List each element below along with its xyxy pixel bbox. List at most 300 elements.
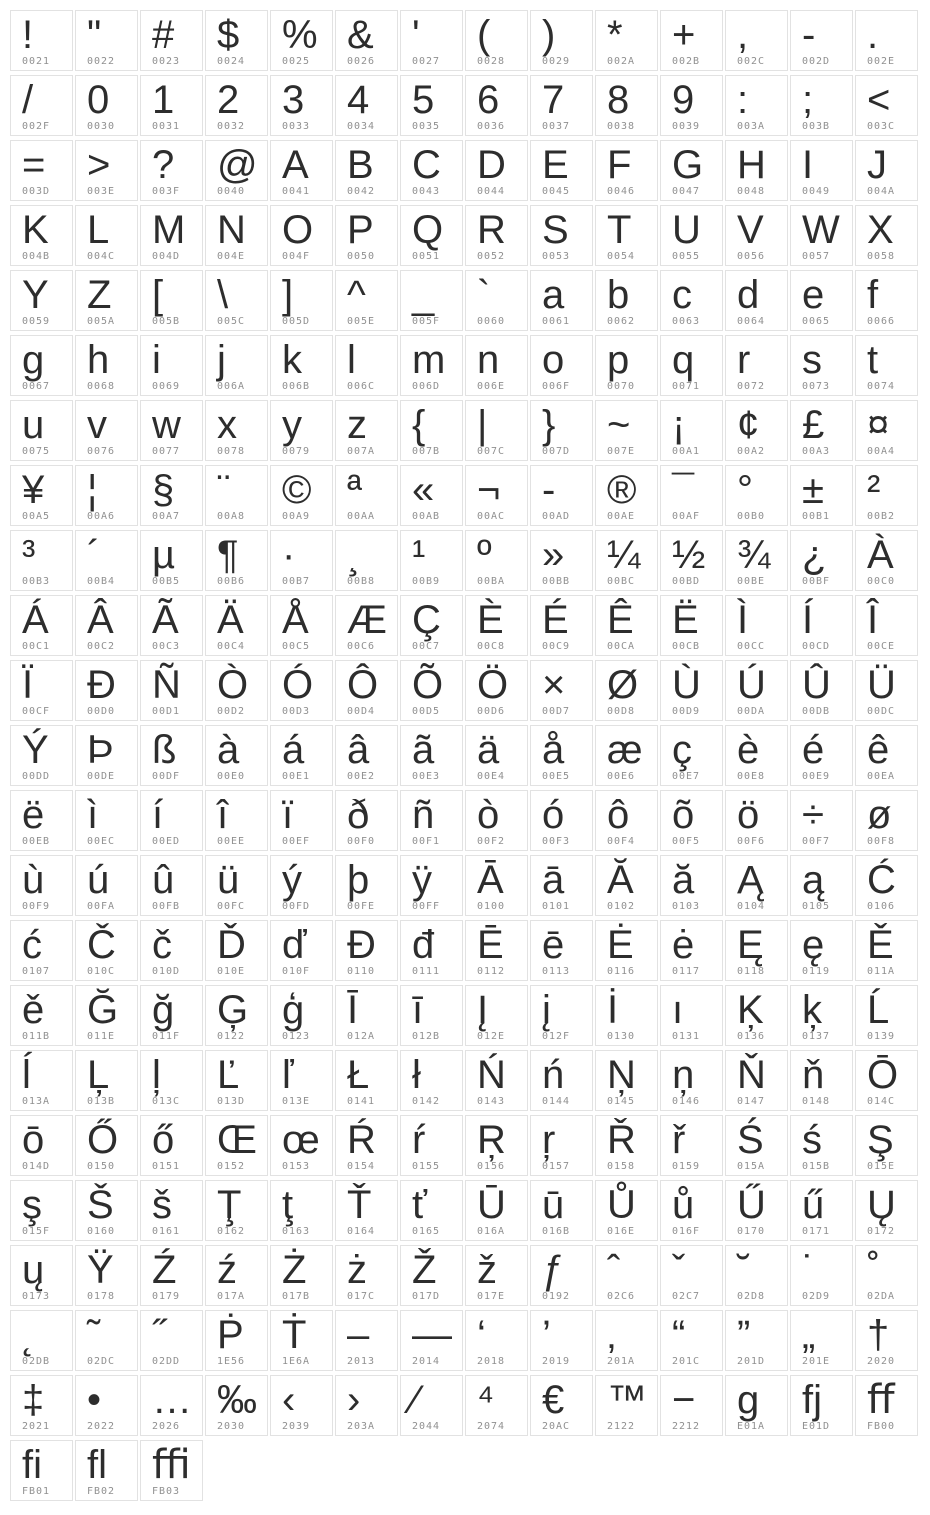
glyph-character: ß [152,728,177,772]
glyph-character: . [867,13,879,57]
glyph-unicode-code: 002B [672,56,701,67]
glyph-character: ā [542,858,565,902]
glyph-character: g [737,1378,760,1422]
glyph-character: - [542,468,556,512]
glyph-character: ş [22,1183,42,1227]
glyph-unicode-code: 0037 [542,121,571,132]
glyph-character: Ş [867,1118,894,1162]
glyph-character: ķ [802,988,822,1032]
glyph-unicode-code: 00BE [737,576,766,587]
glyph-unicode-code: 2020 [867,1356,896,1367]
glyph-unicode-code: 00DB [802,706,831,717]
glyph-unicode-code: FB03 [152,1486,181,1497]
glyph-character: ť [412,1183,427,1227]
glyph-character: é [802,728,825,772]
glyph-cell [335,140,398,201]
glyph-character: ă [672,858,695,902]
glyph-cell [205,140,268,201]
glyph-cell [465,530,528,591]
glyph-character: a [542,273,565,317]
glyph-unicode-code: 00C3 [152,641,181,652]
glyph-character: ý [282,858,302,902]
glyph-character: Ł [347,1053,370,1097]
glyph-unicode-code: 0074 [867,381,896,392]
glyph-unicode-code: 004C [87,251,116,262]
glyph-character: ' [412,13,420,57]
glyph-character: > [87,143,111,187]
glyph-character: ï [282,793,294,837]
glyph-unicode-code: 00FA [87,901,116,912]
glyph-character: Ï [22,663,34,707]
glyph-character: ° [737,468,753,512]
glyph-character: t [867,338,879,382]
glyph-unicode-code: 0155 [412,1161,441,1172]
glyph-character: Ô [347,663,379,707]
glyph-cell [75,920,138,981]
glyph-cell [595,140,658,201]
glyph-character: É [542,598,569,642]
glyph-cell [725,920,788,981]
glyph-character: ç [672,728,692,772]
glyph-character: · [282,533,296,577]
glyph-cell [790,205,853,266]
glyph-cell [335,335,398,396]
glyph-unicode-code: 00B1 [802,511,831,522]
glyph-cell [660,270,723,331]
glyph-unicode-code: 00A6 [87,511,116,522]
glyph-character: ž [477,1248,497,1292]
glyph-unicode-code: 017E [477,1291,506,1302]
glyph-cell [465,400,528,461]
glyph-unicode-code: 02DD [152,1356,181,1367]
glyph-unicode-code: 004E [217,251,246,262]
glyph-unicode-code: 00EA [867,771,896,782]
glyph-character: ē [542,923,565,967]
glyph-character: i [152,338,161,382]
glyph-cell [660,1245,723,1306]
glyph-unicode-code: 00AC [477,511,506,522]
glyph-cell [400,855,463,916]
glyph-unicode-code: 0054 [607,251,636,262]
glyph-cell [465,1245,528,1306]
glyph-cell [530,1310,593,1371]
glyph-cell [335,725,398,786]
glyph-unicode-code: 0046 [607,186,636,197]
glyph-character: å [542,728,565,772]
glyph-character: Ý [22,728,49,772]
glyph-cell [140,270,203,331]
glyph-character: G [672,143,704,187]
glyph-character: Ž [412,1248,437,1292]
glyph-character: 3 [282,78,305,122]
glyph-unicode-code: 00A4 [867,446,896,457]
glyph-character: â [347,728,370,772]
glyph-cell [790,1375,853,1436]
glyph-unicode-code: 00AF [672,511,701,522]
glyph-cell [855,465,918,526]
glyph-character: | [477,403,488,447]
glyph-unicode-code: 0058 [867,251,896,262]
glyph-cell [400,530,463,591]
glyph-cell [660,1180,723,1241]
glyph-unicode-code: 00A2 [737,446,766,457]
glyph-character: o [542,338,565,382]
glyph-cell [335,1180,398,1241]
glyph-unicode-code: FB02 [87,1486,116,1497]
glyph-character: ™ [607,1378,647,1422]
glyph-unicode-code: 0144 [542,1096,571,1107]
glyph-character: š [152,1183,172,1227]
glyph-unicode-code: 0150 [87,1161,116,1172]
glyph-unicode-code: 0063 [672,316,701,327]
glyph-character: ñ [412,793,435,837]
glyph-unicode-code: 0041 [282,186,311,197]
glyph-character: ü [217,858,240,902]
glyph-character: 8 [607,78,630,122]
glyph-cell [725,270,788,331]
glyph-cell [465,595,528,656]
glyph-cell [530,1245,593,1306]
glyph-cell [75,205,138,266]
glyph-cell [10,855,73,916]
glyph-character: ‡ [22,1378,45,1422]
glyph-unicode-code: 0146 [672,1096,701,1107]
glyph-unicode-code: 0027 [412,56,441,67]
glyph-cell [75,790,138,851]
glyph-cell [140,920,203,981]
glyph-cell [465,10,528,71]
glyph-cell [10,1050,73,1111]
glyph-character: Ė [607,923,634,967]
glyph-unicode-code: 02DA [867,1291,896,1302]
glyph-character: ı [672,988,684,1032]
glyph-unicode-code: 0101 [542,901,571,912]
glyph-cell [10,205,73,266]
glyph-cell [75,465,138,526]
glyph-character: ů [672,1183,695,1227]
glyph-unicode-code: 00EE [217,836,246,847]
glyph-unicode-code: 0142 [412,1096,441,1107]
glyph-character: Ṗ [217,1313,244,1357]
glyph-character: T [607,208,632,252]
glyph-cell [790,725,853,786]
glyph-unicode-code: 0139 [867,1031,896,1042]
glyph-unicode-code: 007B [412,446,441,457]
glyph-cell [530,1375,593,1436]
glyph-character: č [152,923,172,967]
glyph-character: º [477,533,492,577]
glyph-cell [465,855,528,916]
glyph-unicode-code: 0161 [152,1226,181,1237]
glyph-character: ą [802,858,825,902]
glyph-cell [140,1310,203,1371]
glyph-unicode-code: 0076 [87,446,116,457]
glyph-cell [75,1310,138,1371]
glyph-unicode-code: 0056 [737,251,766,262]
glyph-cell [270,920,333,981]
glyph-character: Č [87,923,116,967]
glyph-cell [10,465,73,526]
glyph-character: ļ [152,1053,161,1097]
glyph-cell [140,400,203,461]
glyph-character: Đ [347,923,376,967]
glyph-cell [400,75,463,136]
glyph-character: ľ [282,1053,294,1097]
glyph-character: ˝ [152,1313,166,1357]
glyph-character: x [217,403,237,447]
glyph-character: B [347,143,374,187]
glyph-cell [790,920,853,981]
glyph-cell [790,400,853,461]
glyph-cell [725,205,788,266]
glyph-unicode-code: 003F [152,186,181,197]
glyph-cell [660,75,723,136]
glyph-cell [855,140,918,201]
glyph-character: Ď [217,923,246,967]
glyph-unicode-code: 002A [607,56,636,67]
glyph-cell [530,595,593,656]
glyph-cell [140,1180,203,1241]
glyph-cell [205,1245,268,1306]
glyph-character: Ķ [737,988,764,1032]
glyph-unicode-code: 0055 [672,251,701,262]
glyph-character: Ñ [152,663,181,707]
glyph-unicode-code: 0068 [87,381,116,392]
glyph-unicode-code: 011F [152,1031,181,1042]
glyph-character: { [412,403,426,447]
glyph-character: ø [867,793,892,837]
glyph-unicode-code: FB00 [867,1421,896,1432]
glyph-cell [790,790,853,851]
glyph-unicode-code: 0069 [152,381,181,392]
glyph-cell [725,75,788,136]
glyph-cell [10,920,73,981]
glyph-unicode-code: 00DA [737,706,766,717]
glyph-cell [530,270,593,331]
glyph-character: q [672,338,695,382]
glyph-cell [75,660,138,721]
glyph-cell [205,790,268,851]
glyph-unicode-code: 0032 [217,121,246,132]
glyph-character: ¨ [217,468,231,512]
glyph-character: N [217,208,246,252]
glyph-cell [725,335,788,396]
glyph-character: Ă [607,858,634,902]
glyph-character: Ř [607,1118,636,1162]
glyph-character: R [477,208,506,252]
glyph-character: ł [412,1053,421,1097]
glyph-unicode-code: 2021 [22,1421,51,1432]
glyph-cell [270,595,333,656]
glyph-cell [725,1050,788,1111]
glyph-unicode-code: 0173 [22,1291,51,1302]
glyph-character: ż [347,1248,367,1292]
glyph-unicode-code: 0028 [477,56,506,67]
glyph-unicode-code: 00CF [22,706,51,717]
glyph-unicode-code: 017C [347,1291,376,1302]
glyph-cell [595,1050,658,1111]
glyph-unicode-code: 00DE [87,771,116,782]
glyph-cell [595,920,658,981]
glyph-cell [790,1180,853,1241]
glyph-character: ź [217,1248,237,1292]
glyph-unicode-code: 004A [867,186,896,197]
glyph-cell [400,205,463,266]
glyph-unicode-code: 0061 [542,316,571,327]
glyph-character: Ğ [87,988,119,1032]
glyph-character: ¢ [737,403,760,447]
glyph-cell [75,1375,138,1436]
glyph-cell [140,595,203,656]
glyph-unicode-code: 0072 [737,381,766,392]
glyph-cell [855,725,918,786]
glyph-character: A [282,143,309,187]
glyph-cell [660,335,723,396]
glyph-character: 2 [217,78,240,122]
glyph-unicode-code: 0162 [217,1226,246,1237]
glyph-character: ﬂ [87,1443,107,1487]
glyph-cell [725,465,788,526]
glyph-character: Ź [152,1248,177,1292]
glyph-cell [270,335,333,396]
glyph-unicode-code: 02DB [22,1356,51,1367]
glyph-cell [790,855,853,916]
glyph-unicode-code: 00A9 [282,511,311,522]
glyph-cell [855,1115,918,1176]
glyph-character: È [477,598,504,642]
glyph-cell [660,1115,723,1176]
glyph-unicode-code: 0151 [152,1161,181,1172]
glyph-unicode-code: 203A [347,1421,376,1432]
glyph-unicode-code: 0048 [737,186,766,197]
glyph-unicode-code: 012A [347,1031,376,1042]
glyph-unicode-code: 015B [802,1161,831,1172]
glyph-unicode-code: 0117 [672,966,701,977]
glyph-unicode-code: 2013 [347,1356,376,1367]
glyph-character: Î [867,598,879,642]
glyph-unicode-code: 00CC [737,641,766,652]
glyph-unicode-code: 00E6 [607,771,636,782]
glyph-cell [140,855,203,916]
glyph-character: ¼ [607,533,641,577]
glyph-cell [465,1180,528,1241]
glyph-unicode-code: 004D [152,251,181,262]
glyph-character: ˙ [802,1248,816,1292]
glyph-unicode-code: 00E5 [542,771,571,782]
glyph-unicode-code: 0172 [867,1226,896,1237]
glyph-character: ¯ [672,468,695,512]
glyph-cell [790,1115,853,1176]
glyph-cell [725,985,788,1046]
glyph-unicode-code: 00F1 [412,836,441,847]
glyph-cell [10,10,73,71]
glyph-unicode-code: 005A [87,316,116,327]
glyph-cell [595,10,658,71]
glyph-character: ½ [672,533,706,577]
glyph-unicode-code: 00D5 [412,706,441,717]
glyph-character: ( [477,13,491,57]
glyph-character: Ü [867,663,896,707]
glyph-unicode-code: 00FF [412,901,441,912]
glyph-character: Ṫ [282,1313,307,1357]
glyph-character: í [152,793,164,837]
glyph-cell [595,270,658,331]
glyph-character: U [672,208,701,252]
glyph-character: ì [87,793,99,837]
glyph-character: Ņ [607,1053,636,1097]
glyph-cell [400,270,463,331]
glyph-unicode-code: 0165 [412,1226,441,1237]
glyph-cell [75,400,138,461]
glyph-character: ] [282,273,294,317]
glyph-unicode-code: 0062 [607,316,636,327]
glyph-character: Õ [412,663,444,707]
glyph-cell [530,920,593,981]
glyph-unicode-code: 0118 [737,966,766,977]
glyph-cell [790,985,853,1046]
glyph-cell [400,1310,463,1371]
glyph-cell [465,335,528,396]
glyph-unicode-code: 013E [282,1096,311,1107]
glyph-character: b [607,273,630,317]
glyph-character: I [802,143,814,187]
glyph-cell [270,1115,333,1176]
glyph-character: ¸ [347,533,361,577]
glyph-cell [140,140,203,201]
glyph-unicode-code: 00B4 [87,576,116,587]
glyph-character: ŗ [542,1118,556,1162]
glyph-unicode-code: 201C [672,1356,701,1367]
glyph-unicode-code: 00EB [22,836,51,847]
glyph-unicode-code: 006D [412,381,441,392]
glyph-cell [205,1115,268,1176]
glyph-character: = [22,143,46,187]
glyph-cell [205,335,268,396]
glyph-unicode-code: 2212 [672,1421,701,1432]
glyph-character: Ű [737,1183,766,1227]
glyph-cell [595,725,658,786]
glyph-character: è [737,728,760,772]
glyph-cell [75,1440,138,1501]
glyph-unicode-code: 010C [87,966,116,977]
glyph-unicode-code: 00FD [282,901,311,912]
glyph-unicode-code: 0051 [412,251,441,262]
glyph-unicode-code: 0045 [542,186,571,197]
glyph-character: » [542,533,565,577]
glyph-character: Ę [737,923,764,967]
glyph-cell [75,1180,138,1241]
glyph-unicode-code: 00C7 [412,641,441,652]
glyph-cell [75,10,138,71]
glyph-character: ú [87,858,110,902]
glyph-cell [75,1050,138,1111]
glyph-cell [660,140,723,201]
glyph-cell [140,985,203,1046]
glyph-cell [725,660,788,721]
glyph-character: ī [412,988,424,1032]
glyph-cell [10,400,73,461]
glyph-unicode-code: 011E [87,1031,116,1042]
glyph-unicode-code: 005B [152,316,181,327]
glyph-character: … [152,1378,192,1422]
glyph-character: L [87,208,110,252]
glyph-cell [205,465,268,526]
glyph-unicode-code: 00E8 [737,771,766,782]
glyph-cell [140,1375,203,1436]
glyph-unicode-code: 00A1 [672,446,701,457]
glyph-cell [660,1375,723,1436]
glyph-unicode-code: 007C [477,446,506,457]
